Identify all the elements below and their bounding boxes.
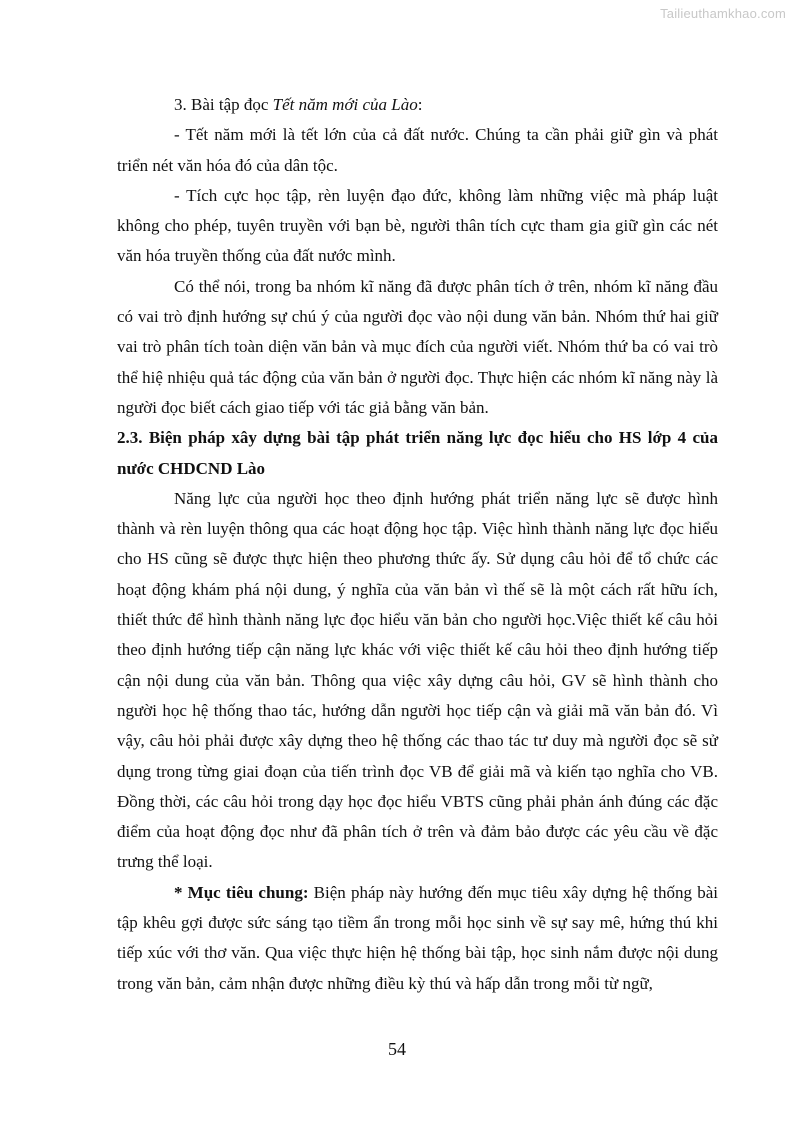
section-paragraph: Năng lực của người học theo định hướng phát triển năng lực sẽ được hình thành và rèn luyện thông qua các hoạt động học tập. Việc hình thành năng lực đọc hiểu cho HS cũng sẽ được thực hiện theo phương thức ấy. Sử dụng câu hỏi để tổ chức các hoạt động khám phá nội dung, ý nghĩa của văn bản vì thế sẽ là một cách rất hữu ích, thiết thức để hình thành năng lực đọc hiểu văn bản cho người học.Việc thiết kế câu hỏi theo định hướng tiếp cận năng lực khác với việc thiết kế câu hỏi theo định hướng tiếp cận nội dung của văn bản. Thông qua việc xây dựng câu hỏi, GV sẽ hình thành cho người học hệ thống thao tác, hướng dẫn người học tiếp cận và giải mã văn bản đó. Vì vậy, câu hỏi phải được xây dựng theo hệ thống các thao tác tư duy mà người đọc sẽ sử dụng trong từng giai đoạn của tiến trình đọc VB để giải mã và kiến tạo nghĩa cho VB. Đồng thời, các câu hỏi trong dạy học đọc hiểu VBTS cũng phải phản ánh đúng các đặc điểm của hoạt động đọc như đã phân tích ở trên và đảm bảo được các yêu cầu về đặc trưng thể loại.	[117, 488, 718, 872]
exercise-point: - Tết năm mới là tết lớn của cả đất nước. Chúng ta cần phải giữ gìn và phát triển nét văn hóa đó của dân tộc.	[117, 125, 718, 175]
exercise-title: Tết năm mới của Lào	[272, 95, 418, 114]
page-number: 54	[388, 1039, 406, 1059]
exercise-point: - Tích cực học tập, rèn luyện đạo đức, không làm những việc mà pháp luật không cho phép, tuyên truyền với bạn bè, người thân tích cực tham gia giữ gìn các nét văn hóa truyền thống của đất nước mình.	[117, 185, 718, 266]
watermark: Tailieuthamkhao.com	[660, 6, 786, 21]
goal-paragraph	[117, 878, 718, 999]
summary-paragraph: Có thể nói, trong ba nhóm kĩ năng đã được phân tích ở trên, nhóm kĩ năng đầu có vai trò định hướng sự chú ý của người đọc vào nội dung văn bản. Nhóm thứ hai giữ vai trò phân tích toàn diện văn bản và mục đích của người viết. Nhóm thứ ba có vai trò thể hiệ nhiệu quả tác động của văn bản ở người đọc. Thực hiện các nhóm kĩ năng này là người đọc biết cách giao tiếp với tác giả bằng văn bản.	[117, 276, 718, 417]
page-body	[117, 90, 718, 999]
goal-text: Biện pháp này hướng đến mục tiêu xây dựng hệ thống bài tập khêu gợi được sức sáng tạo tiềm ẩn trong mỗi học sinh về sự say mê, hứng thú khi tiếp xúc với thơ văn. Qua việc thực hiện hệ thống bài tập, học sinh nắm được nội dung trong văn bản, cảm nhận được những điều kỳ thú và hấp dẫn trong mỗi từ ngữ,	[117, 882, 718, 993]
exercise-heading: 3. Bài tập đọc Tết năm mới của Lào:	[174, 95, 423, 114]
goal-label: * Mục tiêu chung:	[174, 882, 309, 902]
section-heading: 2.3. Biện pháp xây dựng bài tập phát triển năng lực đọc hiểu cho HS lớp 4 của nước CHDCND Lào	[117, 428, 718, 478]
